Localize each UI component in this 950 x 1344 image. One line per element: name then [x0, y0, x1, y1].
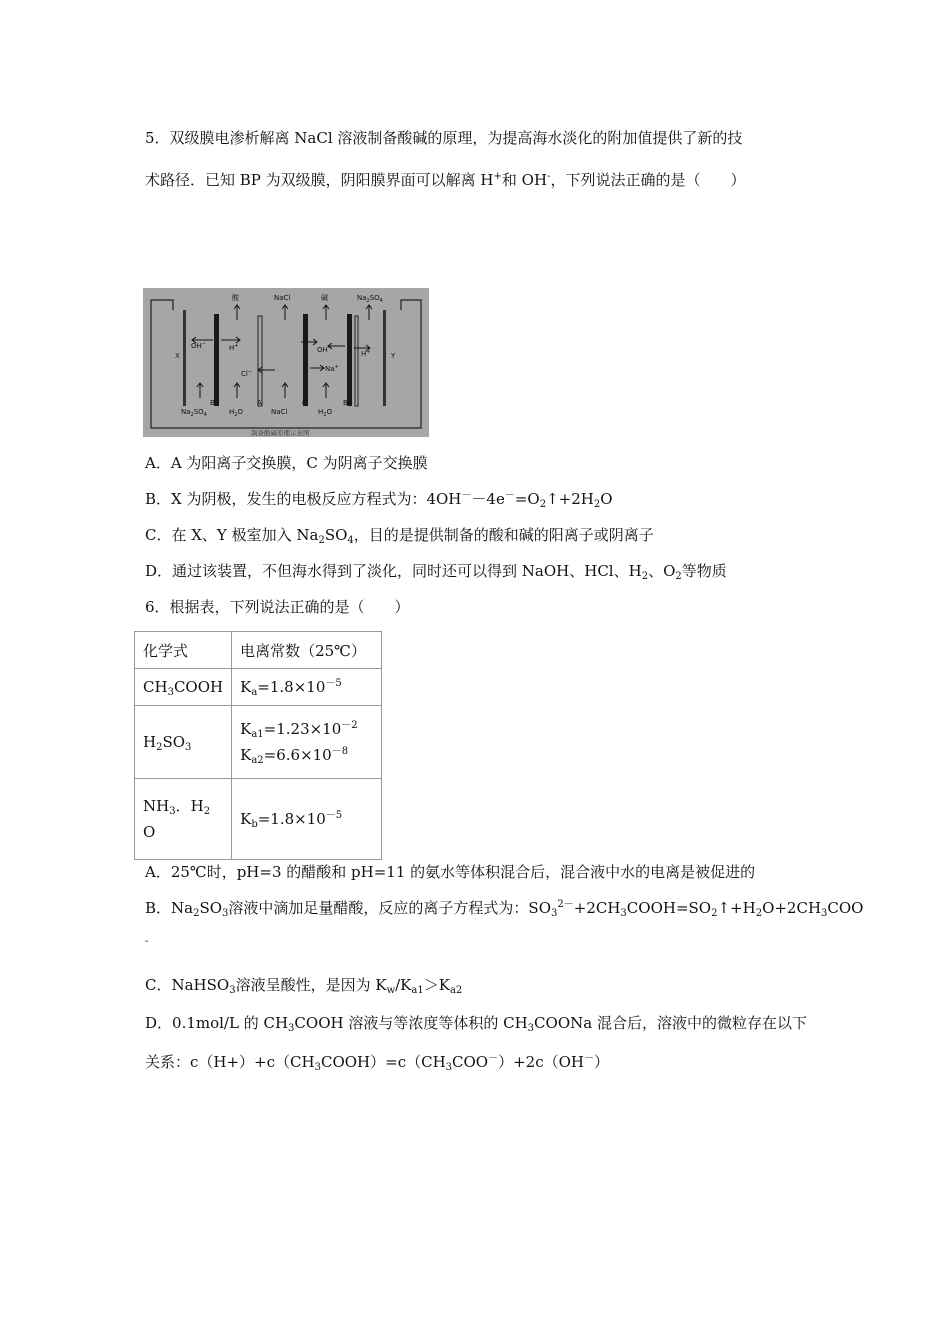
q6-stem: 6．根据表，下列说法正确的是（ ）	[145, 598, 410, 616]
q6-option-d-line1: D．0.1mol/L 的 $CH_3COOH$ 溶液与等浓度等体积的 $CH_3COONa$ 混合后，溶液中的微粒存在以下	[145, 1014, 807, 1034]
table-row	[135, 779, 382, 860]
membrane-bp-right	[347, 314, 352, 406]
table-row	[135, 669, 382, 706]
membrane-c	[303, 314, 308, 406]
label-x: X	[175, 352, 180, 360]
label-y: Y	[391, 352, 396, 360]
label-na: Na+	[325, 364, 339, 373]
membrane-a	[258, 316, 262, 406]
label-h-right: H+	[361, 349, 371, 358]
membrane-right-thin	[355, 316, 358, 406]
membrane-bp-left	[214, 314, 219, 406]
label-h2o-2: $H_2O$	[318, 408, 332, 418]
table-row	[135, 632, 382, 669]
table-cell: $K_a=1.8\times 10^{-5}$	[232, 669, 382, 706]
q5-option-a: A．A 为阳离子交换膜，C 为阴离子交换膜	[145, 454, 428, 472]
table-cell: $NH_3$．$H_2$ O	[135, 779, 232, 860]
table-cell: $CH_3COOH$	[135, 669, 232, 706]
table-cell: $K_b=1.8\times 10^{-5}$	[232, 779, 382, 860]
q5-stem-line1: 5．双级膜电渗析解离 NaCl 溶液制备酸碱的原理，为提高海水淡化的附加值提供了新的技	[145, 129, 743, 147]
table-cell: $H_2SO_3$	[135, 706, 232, 779]
table-row	[135, 706, 382, 779]
table-header-constant: 电离常数（25℃）	[232, 632, 382, 669]
label-oh-right: OH−	[317, 345, 332, 354]
q5-option-c: C．在 X、Y 极室加入 $Na_2SO_4$，目的是提供制备的酸和碱的阳离子或阴离子	[145, 526, 654, 546]
q5-option-b: B．X 为阴极，发生的电极反应方程式为：$4OH^--4e^-=O_2↑+2H_2O$	[145, 490, 613, 510]
label-h2o-1: $H_2O$	[229, 408, 243, 418]
label-nacl-top: NaCl	[274, 294, 291, 302]
label-a: A	[257, 399, 262, 407]
q6-option-b: B．$Na_2SO_3$溶液中滴加足量醋酸，反应的离子方程式为：$SO_3^{2-}+2CH_3COOH=SO_2↑+H_2O+2CH_3COO$	[145, 899, 864, 919]
q5-stem-line2: 术路径．已知 BP 为双级膜，阴阳膜界面可以解离 H+和 OH-，下列说法正确的是（ ）	[145, 171, 746, 189]
label-bp-left: BP	[210, 399, 220, 407]
label-bp-right: BP	[343, 399, 353, 407]
q6-option-a: A．25℃时，pH=3 的醋酸和 pH=11 的氨水等体积混合后，混合液中水的电离是被促进的	[145, 863, 756, 881]
label-oh-left: OH−	[191, 341, 206, 350]
label-h-left: H+	[229, 343, 239, 352]
label-nacl-bottom: NaCl	[271, 408, 288, 416]
ionization-constant-table	[134, 631, 382, 860]
label-base: 碱	[321, 294, 328, 302]
label-na2so4-bottom: $Na_2SO_4$	[181, 408, 207, 418]
q6-option-b-wrap: -	[145, 936, 149, 947]
table-cell: $K_{a1}=1.23\times 10^{-2}$ $K_{a2}=6.6\times 10^{-8}$	[232, 706, 382, 779]
label-na2so4-top: $Na_2SO_4$	[357, 294, 383, 304]
label-acid: 酸	[232, 294, 239, 302]
label-cl: Cl−	[241, 369, 253, 378]
electrodialysis-diagram	[143, 288, 429, 437]
q5-option-d: D．通过该装置，不但海水得到了淡化，同时还可以得到 NaOH、HCl、$H_2$、$O_2$等物质	[145, 562, 727, 582]
q6-option-c: C．NaHSO$_3$溶液呈酸性，是因为 $K_w/K_{a1}>K_{a2}$	[145, 976, 463, 996]
table-header-formula: 化学式	[135, 632, 232, 669]
electrode-x	[183, 310, 186, 406]
q6-option-d-line2: 关系：$c(H+)+c(CH_3COOH)=c(CH_3COO^-)+2c(OH^-)$	[145, 1053, 610, 1073]
label-c: C	[302, 399, 307, 407]
electrode-y	[383, 310, 386, 406]
figure-caption: 制备酸碱原理示意图	[251, 429, 310, 437]
